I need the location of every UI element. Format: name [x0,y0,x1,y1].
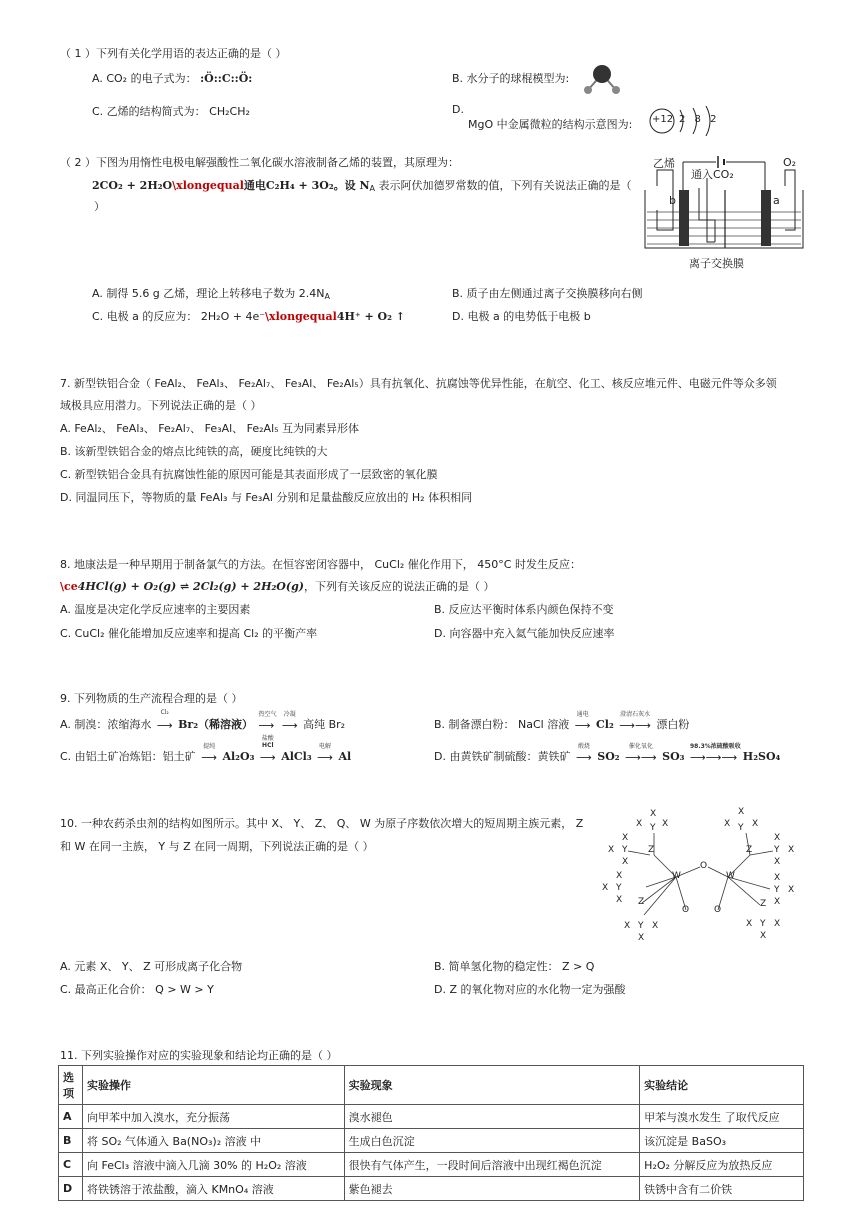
atom-x-right-top-1: X [724,819,731,829]
q1-option-a-text: A. CO₂ 的电子式为： [92,72,197,85]
co2-electron-formula: :Ö::C::Ö: [200,72,253,85]
atom-z-right-bottom: Z [760,899,767,909]
atom-x-left-mid-3: X [616,895,623,905]
q9-b-pre: B. 制备漂白粉： NaCl 溶液 [434,718,570,731]
atom-x-right-mid-2: X [774,873,781,883]
atom-y-right: Y [774,845,780,855]
atom-y-right-top: Y [738,823,744,833]
atom-x-right-1: X [788,845,795,855]
q9-a-arrow2: 热空气 ⟶ [258,711,277,732]
q2-option-a-sub: A [324,292,330,301]
label-electrode-a: a [773,194,780,207]
hydrogen-atom-right [612,86,620,94]
q9-c-m1: Al₂O₃ [222,750,255,763]
table-cell: 溴水褪色 [344,1105,640,1129]
atom-x-right-mid-1: X [788,885,795,895]
solution-lines [647,212,801,244]
oxygen-atom [593,65,611,83]
q2-option-c [92,308,405,324]
nucleus-charge: +12 [652,114,674,125]
atom-x-left-bottom-1: X [624,921,631,931]
q9-c-arrow2-hcl: HCl [262,742,274,749]
q2-eq-right: 通电C₂H₄ + 3O₂。设 N [243,179,370,192]
q9-d-arrow1-label: 煅烧 [577,743,590,750]
q9-b-arrow2-label: 澄清石灰水 [620,711,651,718]
electrode-a [761,190,771,246]
q9-a-arrow1: Cl₂ ⟶ [156,709,173,732]
atom-x-left-bottom-3: X [638,933,645,943]
table-cell: 向 FeCl₃ 溶液中滴入几滴 30% 的 H₂O₂ 溶液 [82,1153,344,1177]
atom-o-double-right: O [714,905,722,915]
q9-b-arrow1-label: 通电 [576,711,589,718]
q7-option-a: A. FeAl₂、 FeAl₃、 Fe₂Al₇、 Fe₃Al、 Fe₂Al₅ 互为同素异形体 [60,422,360,435]
q1-option-c: C. 乙烯的结构简式为： CH₂CH₂ [92,105,250,118]
q9-b-arrow1: 通电 ⟶ [574,711,591,732]
q9-c-arrow1: 提纯 ⟶ [201,743,217,764]
q9-c-arrow3-label: 电解 [319,743,332,750]
q8-equation [60,578,494,594]
atom-y-left-bottom: Y [638,921,644,931]
pesticide-structure [598,805,803,945]
q10-option-d: D. Z 的氧化物对应的水化物一定为强酸 [434,983,626,996]
q8-option-c: C. CuCl₂ 催化能增加反应速率和提高 Cl₂ 的平衡产率 [60,627,318,640]
q9-option-d [434,743,781,764]
atom-w-right: W [726,871,735,881]
q9-d-arrow2: 催化氧化 ⟶⟶ [625,743,657,764]
q9-b-end: 漂白粉 [656,718,690,731]
q2-option-d: D. 电极 a 的电势低于电极 b [452,310,591,323]
q9-d-m2: SO₃ [662,750,685,763]
q8-option-d: D. 向容器中充入氦气能加快反应速率 [434,627,615,640]
q9-c-end: Al [338,750,352,763]
atom-y-right-bottom: Y [760,919,766,929]
table-cell: 很快有气体产生，一段时间后溶液中出现红褐色沉淀 [344,1153,640,1177]
table-cell: H₂O₂ 分解反应为放热反应 [640,1153,804,1177]
atom-x-left-top-2: X [662,819,669,829]
q1-option-d-label: D. [452,103,464,116]
atom-x-left-top-1: X [636,819,643,829]
table-cell: 生成白色沉淀 [344,1129,640,1153]
q2-option-c-macro: \xlongequal [265,310,337,323]
q9-c-m2: AlCl₃ [281,750,312,763]
table-header-row [59,1066,804,1105]
q9-a-arrow2-label: 热空气 [258,711,277,718]
header-operation: 实验操作 [82,1066,344,1105]
q8-eq: 4HCl(g) + O₂(g) ⇌ 2Cl₂(g) + 2H₂O(g) [77,580,304,593]
q2-eq-left: 2CO₂ + 2H₂O [92,179,173,192]
q9-d-arrow3-label: 98.3%浓硫酸吸收 [689,743,741,750]
q8-eq-tail: ，下列有关该反应的说法正确的是（ ） [303,580,495,593]
q7-option-d: D. 同温同压下，等物质的量 FeAl₃ 与 Fe₃Al 分别和足量盐酸反应放出的 H₂ 体积相同 [60,491,473,504]
q2-option-b: B. 质子由左侧通过离子交换膜移向右侧 [452,287,643,300]
atom-x-left-bottom-2: X [652,921,659,931]
q9-b-arrow2: 澄清石灰水 ⟶⟶ [619,711,651,732]
q9-d-arrow3: 98.3%浓硫酸吸收 ⟶⟶⟶ [689,743,741,764]
atom-o-double-left: O [682,905,690,915]
atom-x-right-top-2: X [752,819,759,829]
atom-z-left-bottom: Z [638,897,645,907]
table-cell: B [59,1129,83,1153]
atom-y-left: Y [622,845,628,855]
q9-c-arrow1-label: 提纯 [203,743,216,750]
q9-a-end: 高纯 Br₂ [303,718,346,731]
atom-z-left: Z [648,845,655,855]
q7-option-b: B. 该新型铁铝合金的熔点比纯铁的高，硬度比纯铁的大 [60,445,328,458]
q2-option-c-pre: C. 电极 a 的反应为： 2H₂O + 4e⁻ [92,310,266,323]
electrolysis-apparatus [643,150,808,272]
atom-x-right-mid-3: X [774,897,781,907]
atom-x-right-3: X [774,857,781,867]
table-cell: 紫色褪去 [344,1177,640,1201]
experiment-table [58,1065,804,1201]
label-electrode-b: b [669,194,676,207]
water-ball-stick-model [580,60,624,96]
q2-eq-macro: \xlongequal [172,179,244,192]
q9-c-arrow3: 电解 ⟶ [317,743,333,764]
table-row [59,1105,804,1129]
table-row [59,1177,804,1201]
header-option: 选项 [59,1066,83,1105]
atom-x-right-bottom-1: X [746,919,753,929]
table-row [59,1153,804,1177]
q9-d-m1: SO₂ [597,750,620,763]
q8-option-a: A. 温度是决定化学反应速率的主要因素 [60,603,251,616]
q9-d-end: H₂SO₄ [742,750,781,763]
table-cell: A [59,1105,83,1129]
label-o2: O₂ [783,156,797,169]
atom-x-left-2: X [622,833,629,843]
header-conclusion: 实验结论 [640,1066,804,1105]
table-cell: 将铁锈溶于浓盐酸，滴入 KMnO₄ 溶液 [82,1177,344,1201]
q9-a-arrow1-label: Cl₂ [160,709,169,716]
q9-stem: 9. 下列物质的生产流程合理的是（ ） [60,692,243,705]
q9-d-pre: D. 由黄铁矿制硫酸：黄铁矿 [434,750,571,763]
atom-z-right: Z [746,845,753,855]
atom-y-left-top: Y [650,823,656,833]
header-phenomenon: 实验现象 [344,1066,640,1105]
table-cell: 甲苯与溴水发生 了取代反应 [640,1105,804,1129]
q1-option-a [92,70,252,86]
electron-shells: 2 8 2 [679,114,720,125]
q2-eq-tail: 表示阿伏加德罗常数的值，下列有关说法正确的是（ [375,179,632,192]
q8-eq-macro: \ce [60,580,78,593]
table-cell: 铁锈中含有二价铁 [640,1177,804,1201]
atom-w-left: W [672,871,681,881]
atom-x-right-bottom-2: X [774,919,781,929]
atom-y-right-mid: Y [774,885,780,895]
q2-stem: （ 2 ）下图为用惰性电极电解强酸性二氧化碳水溶液制备乙烯的装置，其原理为： [60,156,459,169]
q9-d-arrow1: 煅烧 ⟶ [575,743,592,764]
table-row [59,1129,804,1153]
q11-stem: 11. 下列实验操作对应的实验现象和结论均正确的是（ ） [60,1049,338,1062]
q10-stem-line1: 10. 一种农药杀虫剂的结构如图所示。其中 X、 Y、 Z、 Q、 W 为原子序数依次增大的短周期主族元素， Z [60,817,584,830]
q9-a-mid: Br₂（稀溶液） [178,718,254,731]
atom-o-bridge: O [700,861,708,871]
label-ethylene: 乙烯 [653,157,675,170]
q7-option-c: C. 新型铁铝合金具有抗腐蚀性能的原因可能是其表面形成了一层致密的氧化膜 [60,468,438,481]
atom-x-right-bottom-3: X [760,931,767,941]
electrode-b [679,190,689,246]
q2-option-c-post: 4H⁺ + O₂ ↑ [336,310,405,323]
label-membrane: 离子交换膜 [689,257,744,270]
table-cell: C [59,1153,83,1177]
q10-option-b: B. 简单氢化物的稳定性： Z > Q [434,960,595,973]
atom-y-left-mid: Y [616,883,622,893]
q9-option-a [60,709,346,732]
q9-option-b [434,711,690,732]
q1-option-b: B. 水分子的球棍模型为: [452,72,570,85]
table-cell: 将 SO₂ 气体通入 Ba(NO₃)₂ 溶液 中 [82,1129,344,1153]
atom-x-left-mid-2: X [616,871,623,881]
table-cell: 该沉淀是 BaSO₃ [640,1129,804,1153]
atom-x-left-1: X [608,845,615,855]
q7-stem-line2: 域极具应用潜力。下列说法正确的是（ ） [60,399,262,412]
q2-option-a-text: A. 制得 5.6 g 乙烯，理论上转移电子数为 2.4N [92,287,325,300]
q10-option-c: C. 最高正化合价： Q > W > Y [60,983,214,996]
q9-c-pre: C. 由铝土矿冶炼铝：铝土矿 [60,750,196,763]
mg-ion-structure-diagram [648,106,738,136]
q8-option-b: B. 反应达平衡时体系内颜色保持不变 [434,603,614,616]
q9-c-arrow2-text: 盐酸 [261,735,274,742]
oxygen-tube [785,170,795,230]
atom-x-left-3: X [622,857,629,867]
q10-stem-line2: 和 W 在同一主族， Y 与 Z 在同一周期，下列说法正确的是（ ） [60,840,374,853]
table-cell: 向甲苯中加入溴水，充分振荡 [82,1105,344,1129]
co2-inlet-pipe [707,178,715,242]
q1-stem: （ 1 ）下列有关化学用语的表达正确的是（ ） [60,47,287,60]
table-cell: D [59,1177,83,1201]
atom-x-left-mid-1: X [602,883,609,893]
q2-option-a [92,285,330,301]
q9-c-arrow2-label [260,735,276,749]
q8-stem: 8. 地康法是一种早期用于制备氯气的方法。在恒容密闭容器中， CuCl₂ 催化作用下， 450°C 时发生反应： [60,558,581,571]
q9-a-arrow3-label: 冷凝 [283,711,296,718]
q10-option-a: A. 元素 X、 Y、 Z 可形成离子化合物 [60,960,243,973]
q1-option-d: MgO 中金属微粒的结构示意图为: [468,118,633,131]
q2-eq-sub: A [369,184,376,193]
q9-b-mid: Cl₂ [596,718,614,731]
atom-x-right-top-3: X [738,807,745,817]
q9-d-arrow2-label: 催化氧化 [628,743,653,750]
q9-option-c [60,735,352,764]
q2-close-paren: ） [94,200,105,213]
q2-equation [92,177,632,193]
q9-a-pre: A. 制溴：浓缩海水 [60,718,152,731]
q9-c-arrow2: 盐酸 HCl ⟶ [259,735,276,764]
q7-stem-line1: 7. 新型铁铝合金（ FeAl₂、 FeAl₃、 Fe₂Al₇、 Fe₃Al、 Fe₂Al₅）具有抗氧化、抗腐蚀等优异性能，在航空、化工、核反应堆元件、电磁元件等众多领 [60,377,777,390]
hydrogen-atom-left [584,86,592,94]
label-co2-inlet: 通入CO₂ [691,168,734,181]
atom-x-left-top-3: X [650,809,657,819]
q9-a-arrow3: 冷凝 ⟶ [281,711,298,732]
atom-x-right-2: X [774,833,781,843]
